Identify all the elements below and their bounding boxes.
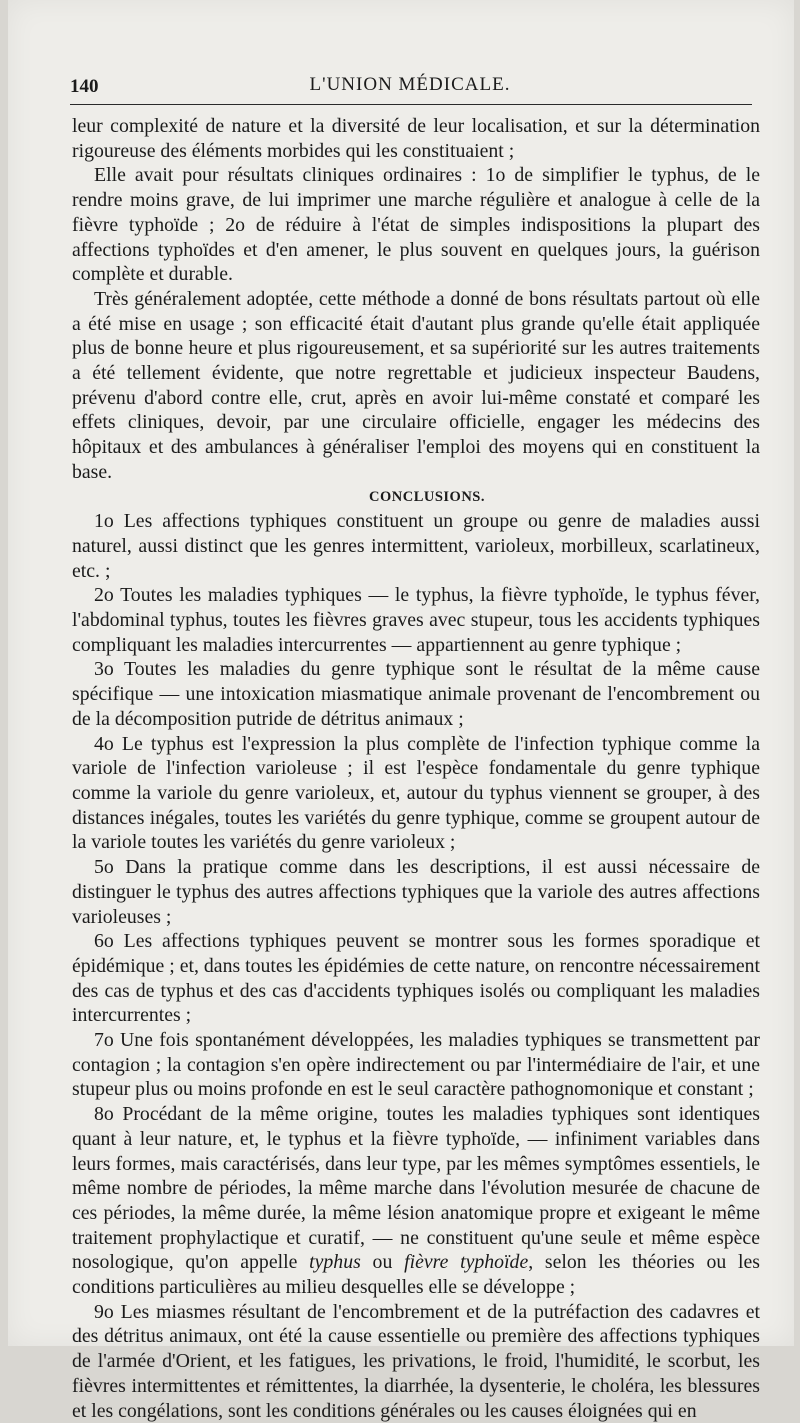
term-typhus: typhus [309,1251,361,1274]
term-fievre-typhoide: fièvre typhoïde [404,1251,529,1274]
running-title: L'UNION MÉDICALE. [309,74,511,95]
conclusion-item: 4o Le typhus est l'expression la plus complète de l'infection typhique comme la variole de l'infection varioleuse ; il est l'espèce fondamentale du genre typhique comme la variole du genre varioleux, et, autour du typhus viennent se grouper, à des distances inégales, toutes les variétés du genre typhique, comme se groupent autour de la variole toutes les variétés du genre varioleux ; [72,732,760,854]
conclusion-item-8 [72,1102,760,1300]
conclusions-heading: CONCLUSIONS. [369,488,485,505]
conclusion-item: 2o Toutes les maladies typhiques — le typhus, la fièvre typhoïde, le typhus féver, l'abdominal typhus, toutes les fièvres graves avec stupeur, tous les accidents typhiques compliquant les maladies intercurrentes — appartiennent au genre typhique ; [72,584,760,656]
paragraph: Très généralement adoptée, cette méthode a donné de bons résultats partout où elle a été mise en usage ; son efficacité était d'autant plus grande qu'elle était appliquée plus de bonne heure et plus rigoureusement, et sa supériorité sur les autres traitements a été tellement évidente, que notre regrettable et judicieux inspecteur Baudens, prévenu d'abord contre elle, crut, après en avoir lui-même constaté et comparé les effets cliniques, devoir, par une circulaire officielle, engager les médecins des hôpitaux et des ambulances à généraliser l'emploi des moyens qui en constituent la base. [72,287,760,483]
document-page [8,0,794,1422]
page-number: 140 [70,76,99,97]
conclusion-item: 5o Dans la pratique comme dans les descriptions, il est aussi nécessaire de distinguer le typhus des autres affections typhiques que la variole des autres affections varioleuses ; [72,856,760,928]
conclusion-8-joiner: ou [372,1251,393,1274]
conclusion-item: 1o Les affections typhiques constituent un groupe ou genre de maladies aussi naturel, aussi distinct que les genres intermittent, varioleux, morbilleux, scarlatineux, etc. ; [72,510,760,582]
conclusion-8-text: 8o Procédant de la même origine, toutes les maladies typhiques sont identiques quant à leur nature, et, le typhus et la fièvre typhoïde, — infiniment variables dans leurs formes, mais caractérisés, dans leur type, par les mêmes symptômes essentiels, le même nombre de périodes, la même marche dans l'évolution mesurée de chacune de ces périodes, la même durée, la même lésion anatomique propre et exigeant le même traitement prophylactique et curatif, — ne constituent qu'une seule et même espèce nosologique, qu'on appelle [72,1103,760,1274]
paragraph: leur complexité de nature et la diversité de leur localisation, et sur la détermination rigoureuse des éléments morbides qui les constituaient ; [72,115,760,162]
body-text [72,114,760,1423]
page-header [70,72,750,100]
paragraph: Elle avait pour résultats cliniques ordinaires : 1o de simplifier le typhus, de le rendre moins grave, de lui imprimer une marche régulière et analogue à celle de la fièvre typhoïde ; 2o de réduire à l'état de simples indispositions la plupart des affections typhoïdes et d'en amener, le plus souvent en quelques jours, la guérison complète et durable. [72,164,760,286]
conclusion-item: 9o Les miasmes résultant de l'encombrement et de la putréfaction des cadavres et des détritus animaux, ont été la cause essentielle ou première des affections typhiques de l'armée d'Orient, et les fatigues, les privations, le froid, l'humidité, le scorbut, les fièvres intermittentes et rémittentes, la diarrhée, la dysenterie, le choléra, les blessures et les congélations, sont les conditions générales ou les causes éloignées qui en [72,1300,760,1422]
header-rule [70,104,752,105]
conclusion-item: 3o Toutes les maladies du genre typhique sont le résultat de la même cause spécifique — une intoxication miasmatique animale provenant de l'encombrement ou de la décomposition putride de détritus animaux ; [72,658,760,730]
conclusion-item: 7o Une fois spontanément développées, les maladies typhiques se transmettent par contagion ; la contagion s'en opère indirectement ou par l'intermédiaire de l'air, et une stupeur plus ou moins profonde en est le seul caractère pathognomonique et constant ; [72,1029,760,1101]
conclusion-item: 6o Les affections typhiques peuvent se montrer sous les formes sporadique et épidémique ; et, dans toutes les épidémies de cette nature, on rencontre nécessairement des cas de typhus et des cas d'accidents typhiques isolés ou compliquant les maladies intercurrentes ; [72,930,760,1027]
conclusion-8-end: , selon les théories ou les conditions particulières au milieu desquelles elle se développe ; [72,1251,760,1299]
